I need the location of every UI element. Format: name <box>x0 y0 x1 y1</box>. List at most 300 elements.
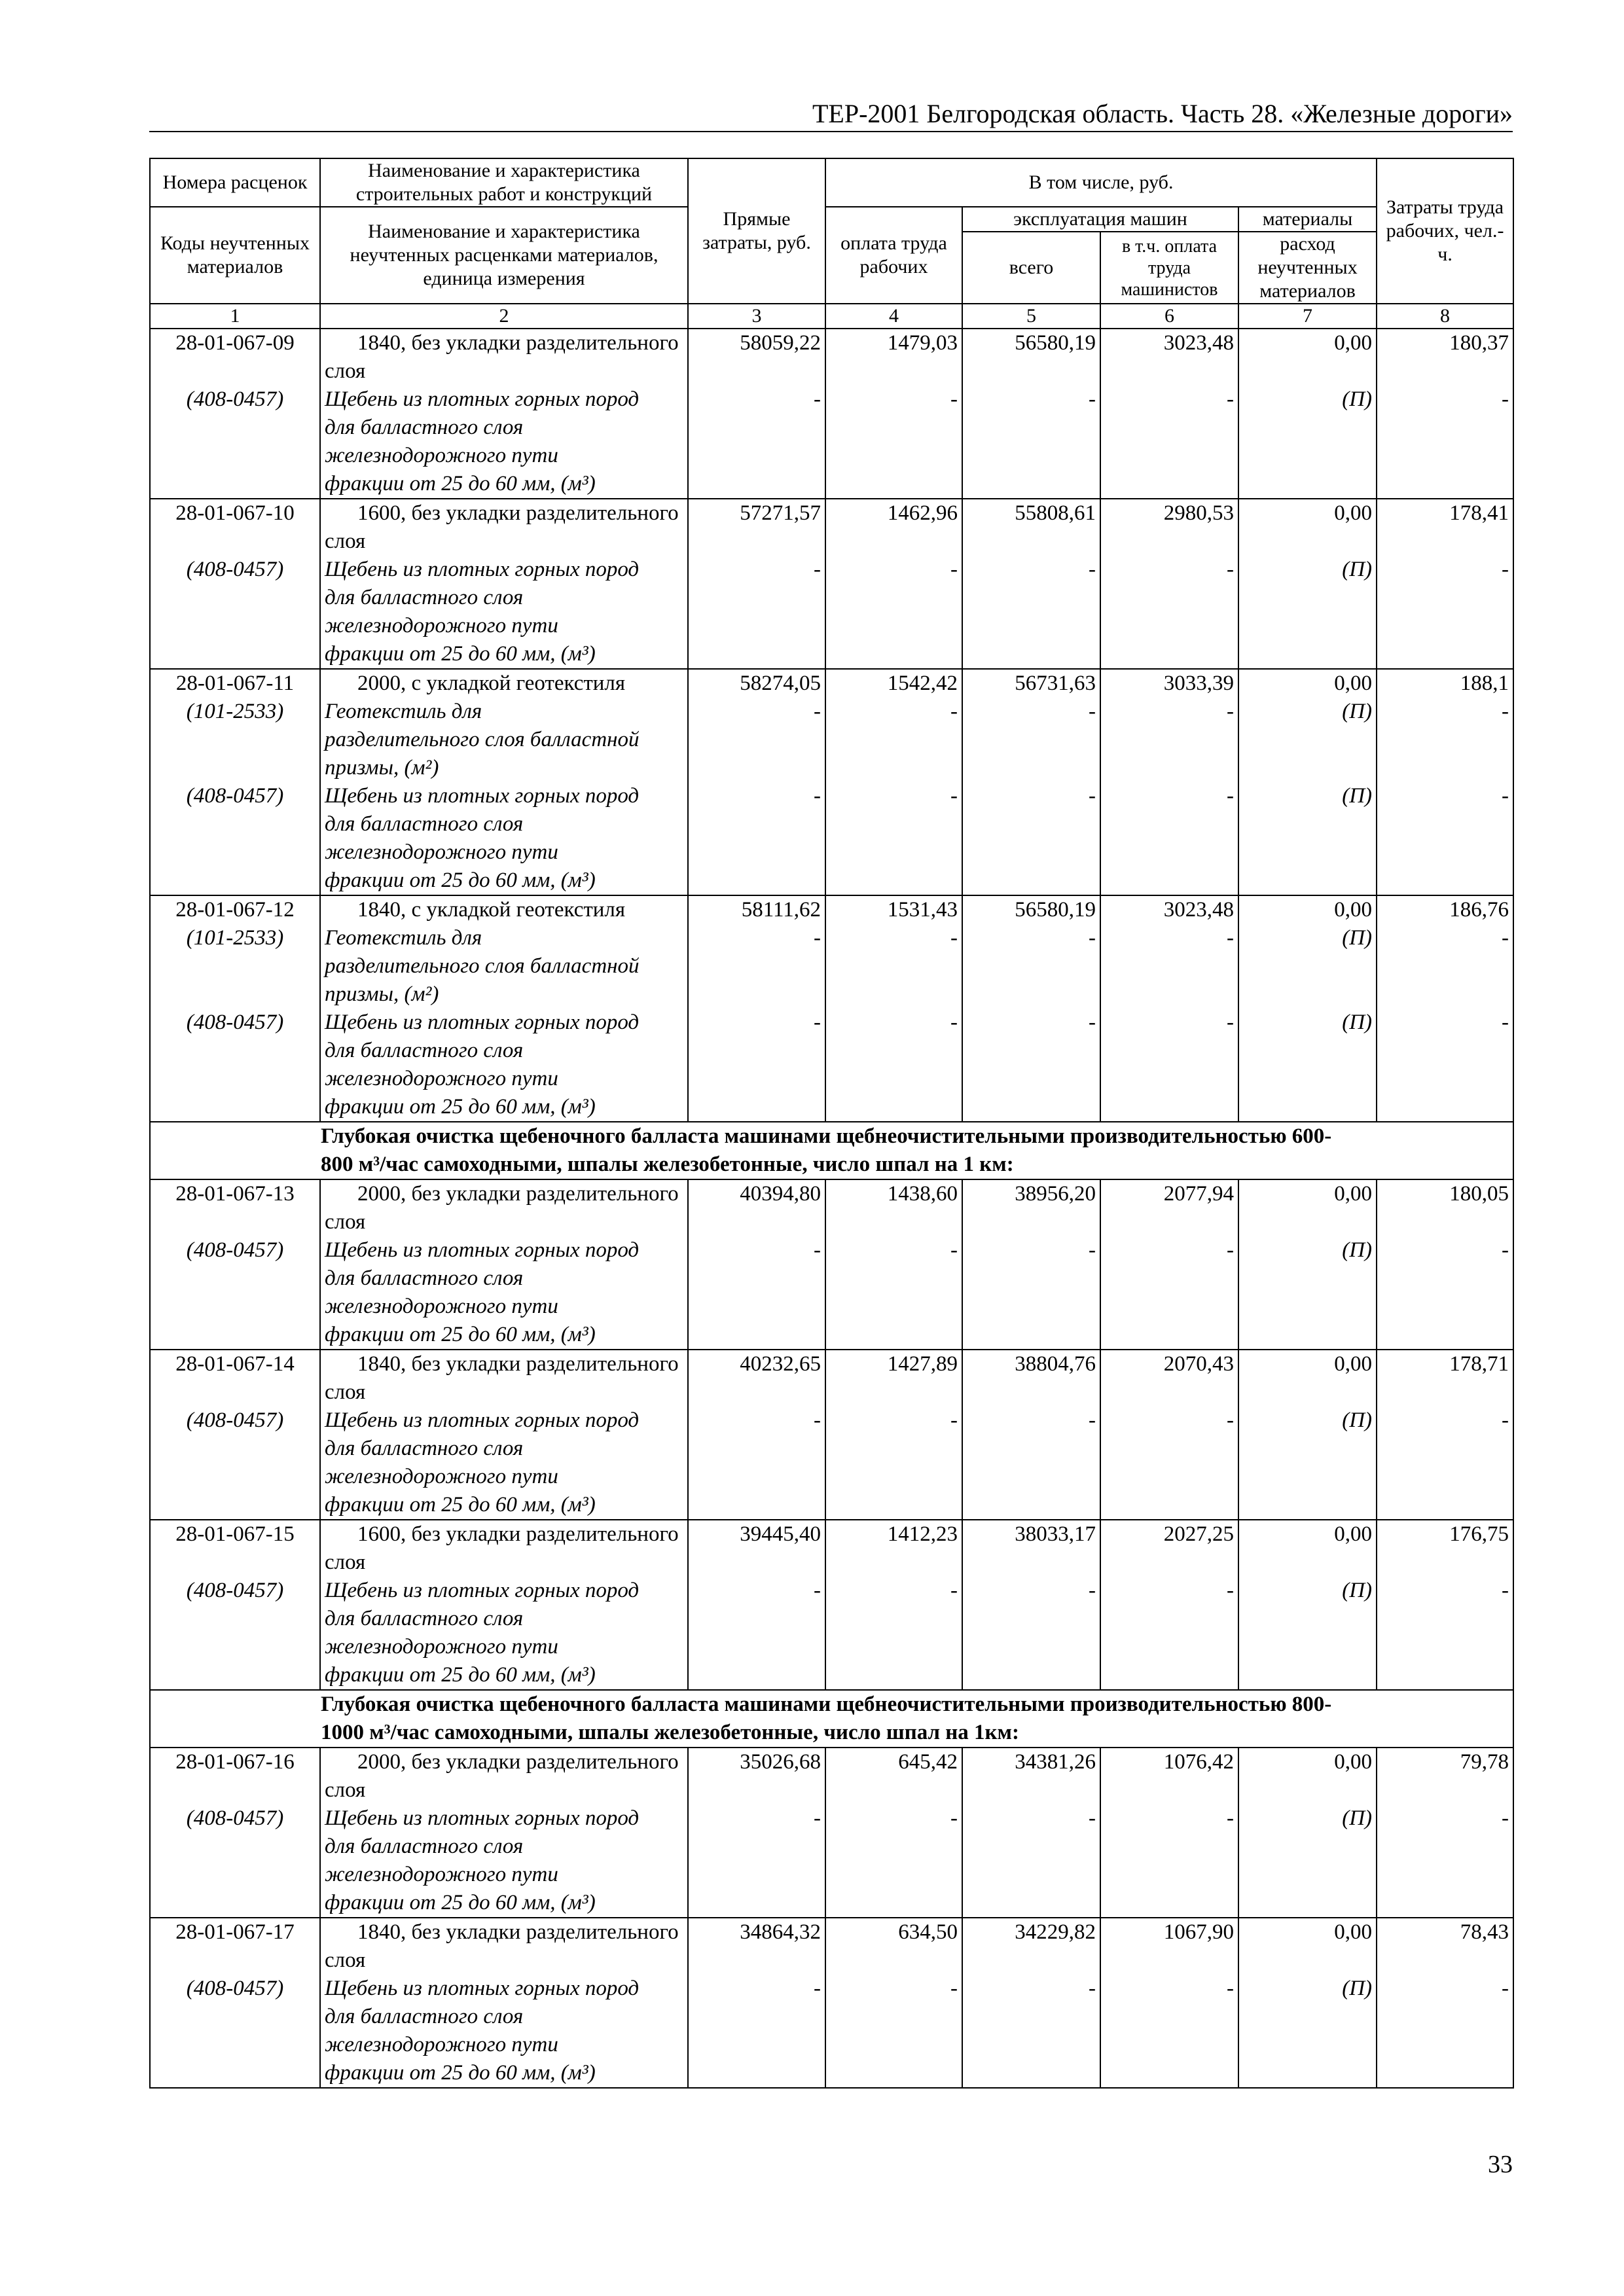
spacer <box>154 1833 316 1861</box>
value-cell <box>825 1350 962 1520</box>
material-dash: - <box>950 558 958 581</box>
rate-code: 28-01-067-09 <box>175 331 295 355</box>
spacer <box>1243 1633 1372 1661</box>
section-heading-line: Глубокая очистка щебеночного балласта машинами щебнеочистительными производительностью 800- <box>321 1693 1332 1716</box>
spacer <box>693 1378 821 1407</box>
rate-value: 178,41 <box>1449 501 1509 525</box>
spacer <box>1381 810 1509 838</box>
spacer <box>967 952 1096 980</box>
spacer <box>1105 1208 1234 1236</box>
value-cell <box>1100 1918 1238 2088</box>
spacer <box>1381 1065 1509 1093</box>
spacer <box>693 952 821 980</box>
spacer <box>1381 1378 1509 1407</box>
spacer <box>1243 1037 1372 1065</box>
spacer <box>1381 640 1509 668</box>
spacer <box>967 1889 1096 1917</box>
material-consumption: (П) <box>1342 1579 1373 1602</box>
value-cell <box>962 1350 1100 1520</box>
column-number: 7 <box>1238 304 1377 329</box>
spacer <box>830 1889 958 1917</box>
material-name-line: Геотекстиль для <box>325 700 482 723</box>
spacer <box>1381 1549 1509 1577</box>
spacer <box>1105 2003 1234 2031</box>
spacer <box>154 754 316 782</box>
spacer <box>693 1861 821 1889</box>
rate-value: 178,71 <box>1449 1352 1509 1376</box>
material-name-line: железнодорожного пути <box>325 840 558 864</box>
spacer <box>830 1065 958 1093</box>
material-dash: - <box>1089 1238 1096 1262</box>
spacer <box>693 1633 821 1661</box>
spacer <box>693 470 821 498</box>
spacer <box>830 640 958 668</box>
material-name-line: железнодорожного пути <box>325 1635 558 1659</box>
value-cell <box>688 1520 825 1690</box>
spacer <box>693 754 821 782</box>
material-dash: - <box>950 784 958 808</box>
material-dash: - <box>1089 1977 1096 2000</box>
spacer <box>830 1605 958 1633</box>
rate-code-cell <box>150 669 320 895</box>
material-dash: - <box>814 700 821 723</box>
spacer <box>1105 1037 1234 1065</box>
value-cell <box>1238 1350 1377 1520</box>
material-dash: - <box>950 387 958 411</box>
material-dash: - <box>814 1238 821 1262</box>
column-number: 2 <box>320 304 688 329</box>
rate-code-cell <box>150 329 320 499</box>
work-name-cell <box>320 1179 688 1350</box>
spacer <box>967 867 1096 895</box>
rate-value: 1479,03 <box>887 331 958 355</box>
spacer <box>1381 1889 1509 1917</box>
spacer <box>154 1633 316 1661</box>
spacer <box>1381 952 1509 980</box>
header-labor-costs: Затраты труда рабочих, чел.-ч. <box>1377 158 1513 304</box>
spacer <box>1381 1321 1509 1349</box>
header-rate-numbers: Номера расценок <box>150 158 320 207</box>
spacer <box>154 1661 316 1689</box>
rates-table <box>149 158 1514 2089</box>
rate-code: 28-01-067-14 <box>175 1352 295 1376</box>
rate-value: 38956,20 <box>1015 1182 1096 1206</box>
value-cell <box>1100 1520 1238 1690</box>
material-name-line: фракции от 25 до 60 мм, (м³) <box>325 1493 596 1516</box>
spacer <box>967 1605 1096 1633</box>
spacer <box>693 357 821 386</box>
spacer <box>967 584 1096 612</box>
material-code: (408-0457) <box>186 387 284 411</box>
value-cell <box>1238 1179 1377 1350</box>
spacer <box>1381 1093 1509 1121</box>
material-dash: - <box>814 558 821 581</box>
spacer <box>967 414 1096 442</box>
spacer <box>693 640 821 668</box>
spacer <box>967 980 1096 1009</box>
rate-value: 2070,43 <box>1163 1352 1234 1376</box>
spacer <box>154 528 316 556</box>
spacer <box>1243 1208 1372 1236</box>
material-name-line: фракции от 25 до 60 мм, (м³) <box>325 1891 596 1914</box>
spacer <box>1381 726 1509 754</box>
value-cell <box>1377 1748 1513 1918</box>
material-name-line: Щебень из плотных горных пород <box>325 1806 640 1830</box>
value-cell <box>1238 1520 1377 1690</box>
material-dash: - <box>950 1806 958 1830</box>
header-unaccounted-materials: Наименование и характеристика неучтенных расценками материалов, единица измерения <box>320 207 688 304</box>
rate-value: 79,78 <box>1460 1750 1509 1774</box>
material-name-line: для балластного слоя <box>325 1437 524 1460</box>
material-name-line: железнодорожного пути <box>325 444 558 467</box>
spacer <box>1381 357 1509 386</box>
material-consumption: (П) <box>1342 1408 1373 1432</box>
work-title: 1840, без укладки разделительного слоя <box>325 1352 679 1404</box>
value-cell <box>1238 1918 1377 2088</box>
spacer <box>154 414 316 442</box>
material-name-line: Щебень из плотных горных пород <box>325 1408 640 1432</box>
work-title: 1600, без укладки разделительного слоя <box>325 1522 679 1574</box>
spacer <box>830 1321 958 1349</box>
column-number: 1 <box>150 304 320 329</box>
spacer <box>1105 867 1234 895</box>
header-unaccounted-codes: Коды неучтенных материалов <box>150 207 320 304</box>
material-dash: - <box>1089 1011 1096 1034</box>
spacer <box>1243 1378 1372 1407</box>
material-code: (101-2533) <box>186 926 284 950</box>
material-name-line: призмы, (м²) <box>325 982 439 1006</box>
rate-code: 28-01-067-15 <box>175 1522 295 1546</box>
spacer <box>154 612 316 640</box>
value-cell <box>1100 1350 1238 1520</box>
material-dash: - <box>1502 1579 1509 1602</box>
rate-value: 645,42 <box>898 1750 958 1774</box>
spacer <box>1243 1605 1372 1633</box>
rate-value: 58111,62 <box>741 898 821 922</box>
rate-value: 38033,17 <box>1015 1522 1096 1546</box>
rate-row <box>150 895 1513 1122</box>
value-cell <box>825 1520 962 1690</box>
spacer <box>1105 1321 1234 1349</box>
material-dash: - <box>950 1011 958 1034</box>
material-name-line: железнодорожного пути <box>325 2033 558 2056</box>
spacer <box>1243 442 1372 470</box>
rate-value: 56731,63 <box>1015 672 1096 695</box>
column-number: 8 <box>1377 304 1513 329</box>
material-dash: - <box>1502 1806 1509 1830</box>
spacer <box>830 470 958 498</box>
material-code: (408-0457) <box>186 1806 284 1830</box>
spacer <box>1243 952 1372 980</box>
spacer <box>830 442 958 470</box>
spacer <box>967 1293 1096 1321</box>
material-dash: - <box>950 1977 958 2000</box>
rate-row <box>150 1179 1513 1350</box>
spacer <box>154 952 316 980</box>
value-cell <box>688 1179 825 1350</box>
spacer <box>967 1549 1096 1577</box>
spacer <box>1381 1633 1509 1661</box>
material-consumption: (П) <box>1342 1977 1373 2000</box>
spacer <box>830 1549 958 1577</box>
rate-value: 40232,65 <box>740 1352 821 1376</box>
material-name-line: Щебень из плотных горных пород <box>325 387 640 411</box>
rate-value: 1462,96 <box>887 501 958 525</box>
spacer <box>693 2059 821 2087</box>
header-unaccounted-consumption: расход неучтенных материалов <box>1238 232 1377 304</box>
value-cell <box>962 895 1100 1122</box>
spacer <box>1105 442 1234 470</box>
material-name-line: железнодорожного пути <box>325 1863 558 1886</box>
spacer <box>1243 470 1372 498</box>
spacer <box>693 1889 821 1917</box>
material-dash: - <box>814 387 821 411</box>
spacer <box>830 810 958 838</box>
spacer <box>1243 980 1372 1009</box>
value-cell <box>688 1748 825 1918</box>
material-name-line: для балластного слоя <box>325 1039 524 1062</box>
spacer <box>1105 1776 1234 1804</box>
material-dash: - <box>1089 1408 1096 1432</box>
header-materials: материалы <box>1238 207 1377 232</box>
spacer <box>1105 1549 1234 1577</box>
spacer <box>1381 2031 1509 2059</box>
rate-value: 186,76 <box>1449 898 1509 922</box>
spacer <box>967 612 1096 640</box>
header-operator-pay: в т.ч. оплата труда машинистов <box>1100 232 1238 304</box>
spacer <box>967 1065 1096 1093</box>
material-dash: - <box>1502 1977 1509 2000</box>
spacer <box>967 810 1096 838</box>
spacer <box>1381 980 1509 1009</box>
rate-value: 3023,48 <box>1163 898 1234 922</box>
spacer <box>154 640 316 668</box>
spacer <box>154 1889 316 1917</box>
section-heading <box>150 1690 1513 1748</box>
material-consumption: (П) <box>1342 926 1373 950</box>
rate-value: 34229,82 <box>1015 1920 1096 1944</box>
spacer <box>1243 810 1372 838</box>
spacer <box>693 1463 821 1491</box>
spacer <box>967 1208 1096 1236</box>
spacer <box>1243 838 1372 867</box>
spacer <box>1381 867 1509 895</box>
column-numbers-row <box>150 304 1513 329</box>
material-name-line: Щебень из плотных горных пород <box>325 1579 640 1602</box>
value-cell <box>962 1748 1100 1918</box>
material-code: (408-0457) <box>186 1238 284 1262</box>
value-cell <box>1238 895 1377 1122</box>
value-cell <box>1100 669 1238 895</box>
material-name-line: железнодорожного пути <box>325 614 558 637</box>
material-dash: - <box>950 1579 958 1602</box>
spacer <box>967 1776 1096 1804</box>
spacer <box>154 1037 316 1065</box>
spacer <box>967 470 1096 498</box>
spacer <box>830 867 958 895</box>
spacer <box>1381 2003 1509 2031</box>
spacer <box>693 1037 821 1065</box>
header-including: В том числе, руб. <box>825 158 1377 207</box>
material-name-line: фракции от 25 до 60 мм, (м³) <box>325 869 596 892</box>
material-dash: - <box>1502 387 1509 411</box>
value-cell <box>1238 499 1377 669</box>
material-dash: - <box>1227 926 1234 950</box>
spacer <box>1381 1037 1509 1065</box>
spacer <box>154 2003 316 2031</box>
spacer <box>1105 1065 1234 1093</box>
spacer <box>693 1065 821 1093</box>
spacer <box>154 1208 316 1236</box>
spacer <box>693 1661 821 1689</box>
material-name-line: Щебень из плотных горных пород <box>325 784 640 808</box>
spacer <box>967 1661 1096 1689</box>
spacer <box>154 1946 316 1975</box>
spacer <box>693 1093 821 1121</box>
spacer <box>967 726 1096 754</box>
spacer <box>1381 838 1509 867</box>
rate-row <box>150 1918 1513 2088</box>
spacer <box>154 980 316 1009</box>
spacer <box>967 1435 1096 1463</box>
spacer <box>1243 1093 1372 1121</box>
spacer <box>1105 2031 1234 2059</box>
rate-value: 58059,22 <box>740 331 821 355</box>
spacer <box>967 1633 1096 1661</box>
spacer <box>1243 640 1372 668</box>
material-consumption: (П) <box>1342 700 1373 723</box>
rate-value: 1531,43 <box>887 898 958 922</box>
value-cell <box>962 1179 1100 1350</box>
material-dash: - <box>1227 1238 1234 1262</box>
work-name-cell <box>320 669 688 895</box>
work-title: 2000, с укладкой геотекстиля <box>357 672 626 695</box>
spacer <box>1243 2031 1372 2059</box>
value-cell <box>1100 1179 1238 1350</box>
value-cell <box>688 669 825 895</box>
spacer <box>830 952 958 980</box>
material-name-line: фракции от 25 до 60 мм, (м³) <box>325 472 596 495</box>
spacer <box>1243 1549 1372 1577</box>
material-consumption: (П) <box>1342 558 1373 581</box>
rate-value: 56580,19 <box>1015 331 1096 355</box>
material-name-line: Геотекстиль для <box>325 926 482 950</box>
work-title: 1600, без укладки разделительного слоя <box>325 501 679 553</box>
rate-value: 57271,57 <box>740 501 821 525</box>
spacer <box>967 2031 1096 2059</box>
value-cell <box>825 1918 962 2088</box>
spacer <box>830 1208 958 1236</box>
rate-value: 634,50 <box>898 1920 958 1944</box>
spacer <box>1381 2059 1509 2087</box>
material-name-line: Щебень из плотных горных пород <box>325 558 640 581</box>
spacer <box>1243 612 1372 640</box>
spacer <box>1243 2059 1372 2087</box>
spacer <box>830 2003 958 2031</box>
value-cell <box>688 1350 825 1520</box>
spacer <box>1105 1293 1234 1321</box>
material-dash: - <box>1089 926 1096 950</box>
material-name-line: разделительного слоя балластной <box>325 954 640 978</box>
spacer <box>830 584 958 612</box>
spacer <box>1381 442 1509 470</box>
spacer <box>1105 1633 1234 1661</box>
spacer <box>154 584 316 612</box>
rate-value: 0,00 <box>1334 672 1373 695</box>
section-heading-line: 1000 м³/час самоходными, шпалы железобетонные, число шпал на 1км: <box>321 1721 1020 1744</box>
spacer <box>693 980 821 1009</box>
spacer <box>830 414 958 442</box>
rate-value: 56580,19 <box>1015 898 1096 922</box>
rate-value: 188,1 <box>1460 672 1509 695</box>
rate-value: 3033,39 <box>1163 672 1234 695</box>
spacer <box>1105 1605 1234 1633</box>
spacer <box>830 1861 958 1889</box>
material-name-line: фракции от 25 до 60 мм, (м³) <box>325 2061 596 2085</box>
material-consumption: (П) <box>1342 387 1373 411</box>
spacer <box>693 1265 821 1293</box>
material-dash: - <box>1502 558 1509 581</box>
spacer <box>154 1293 316 1321</box>
spacer <box>1381 612 1509 640</box>
spacer <box>693 1833 821 1861</box>
spacer <box>1105 612 1234 640</box>
spacer <box>830 1293 958 1321</box>
rate-value: 78,43 <box>1460 1920 1509 1944</box>
header-work-name: Наименование и характеристика строительных работ и конструкций <box>320 158 688 207</box>
work-name-cell <box>320 1918 688 2088</box>
material-dash: - <box>814 926 821 950</box>
rate-value: 0,00 <box>1334 1182 1373 1206</box>
rate-value: 180,37 <box>1449 331 1509 355</box>
spacer <box>1105 838 1234 867</box>
spacer <box>1105 414 1234 442</box>
spacer <box>1381 1463 1509 1491</box>
rate-value: 176,75 <box>1449 1522 1509 1546</box>
rate-value: 1542,42 <box>887 672 958 695</box>
spacer <box>830 1265 958 1293</box>
spacer <box>967 1265 1096 1293</box>
spacer <box>1105 1093 1234 1121</box>
value-cell <box>1377 1520 1513 1690</box>
rate-value: 34381,26 <box>1015 1750 1096 1774</box>
value-cell <box>1238 669 1377 895</box>
spacer <box>1243 754 1372 782</box>
rate-row <box>150 329 1513 499</box>
spacer <box>830 754 958 782</box>
material-consumption: (П) <box>1342 1238 1373 1262</box>
spacer <box>967 1037 1096 1065</box>
spacer <box>1105 1463 1234 1491</box>
spacer <box>1243 1491 1372 1519</box>
spacer <box>1105 1435 1234 1463</box>
rate-code: 28-01-067-12 <box>175 898 295 922</box>
spacer <box>1243 726 1372 754</box>
spacer <box>1381 528 1509 556</box>
document-header-title: ТЕР-2001 Белгородская область. Часть 28. «Железные дороги» <box>812 99 1513 128</box>
work-title: 1840, без укладки разделительного слоя <box>325 331 679 383</box>
rate-code-cell <box>150 895 320 1122</box>
material-name-line: призмы, (м²) <box>325 756 439 780</box>
spacer <box>693 1776 821 1804</box>
rate-code-cell <box>150 499 320 669</box>
spacer <box>693 528 821 556</box>
spacer <box>1243 1265 1372 1293</box>
spacer <box>967 357 1096 386</box>
spacer <box>154 1435 316 1463</box>
value-cell <box>1377 329 1513 499</box>
material-dash: - <box>814 1579 821 1602</box>
